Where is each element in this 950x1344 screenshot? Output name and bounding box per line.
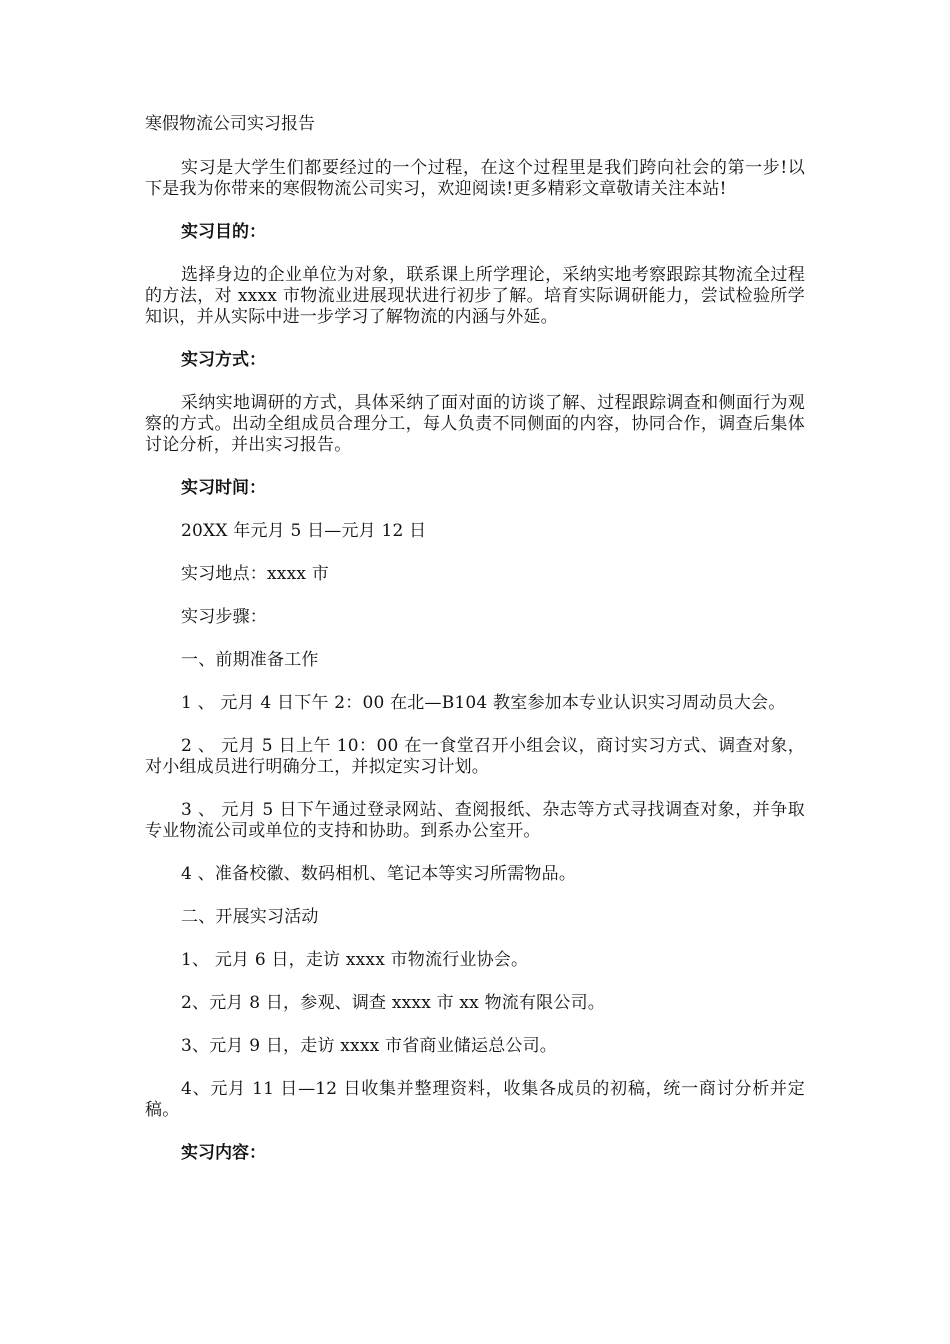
steps-heading: 实习步骤： — [181, 607, 267, 627]
purpose-heading: 实习目的： — [181, 222, 266, 242]
time-heading: 实习时间： — [181, 478, 266, 498]
phase2-item: 4、元月 11 日—12 日收集并整理资料，收集各成员的初稿，统一商讨分析并定稿。 — [145, 1079, 805, 1120]
time-paragraph: 20XX 年元月 5 日—元月 12 日 — [181, 521, 427, 541]
phase1-item: 2 、 元月 5 日上午 10：00 在一食堂召开小组会议，商讨实习方式、调查对象，对小组成员进行明确分工，并拟定实习计划。 — [145, 736, 805, 777]
phase2-item: 1、 元月 6 日，走访 xxxx 市物流行业协会。 — [181, 950, 529, 970]
phase1-heading: 一、前期准备工作 — [181, 650, 319, 670]
phase2-item: 3、元月 9 日，走访 xxxx 市省商业储运总公司。 — [181, 1036, 557, 1056]
phase2-item: 2、元月 8 日，参观、调查 xxxx 市 xx 物流有限公司。 — [181, 993, 605, 1013]
intro-paragraph: 实习是大学生们都要经过的一个过程，在这个过程里是我们跨向社会的第一步!以下是我为你带来的寒假物流公司实习，欢迎阅读!更多精彩文章敬请关注本站! — [145, 158, 805, 199]
purpose-paragraph: 选择身边的企业单位为对象，联系课上所学理论，采纳实地考察跟踪其物流全过程的方法，对 xxxx 市物流业进展现状进行初步了解。培育实际调研能力，尝试检验所学知识，并从实际中进一步学习了解物流的内涵与外延。 — [145, 265, 805, 327]
phase1-item: 4 、准备校徽、数码相机、笔记本等实习所需物品。 — [181, 864, 577, 884]
document-title: 寒假物流公司实习报告 — [145, 114, 315, 134]
place-paragraph: 实习地点：xxxx 市 — [181, 564, 329, 584]
phase2-heading: 二、开展实习活动 — [181, 907, 319, 927]
phase1-item: 3 、 元月 5 日下午通过登录网站、查阅报纸、杂志等方式寻找调查对象，并争取专业物流公司或单位的支持和协助。到系办公室开。 — [145, 800, 805, 841]
method-heading: 实习方式： — [181, 350, 266, 370]
content-heading: 实习内容： — [181, 1143, 266, 1163]
phase1-item: 1 、 元月 4 日下午 2：00 在北—B104 教室参加本专业认识实习周动员大会。 — [181, 693, 786, 713]
method-paragraph: 采纳实地调研的方式，具体采纳了面对面的访谈了解、过程跟踪调查和侧面行为观察的方式。出动全组成员合理分工，每人负责不同侧面的内容，协同合作，调查后集体讨论分析，并出实习报告。 — [145, 393, 805, 455]
document-page — [145, 112, 805, 1186]
